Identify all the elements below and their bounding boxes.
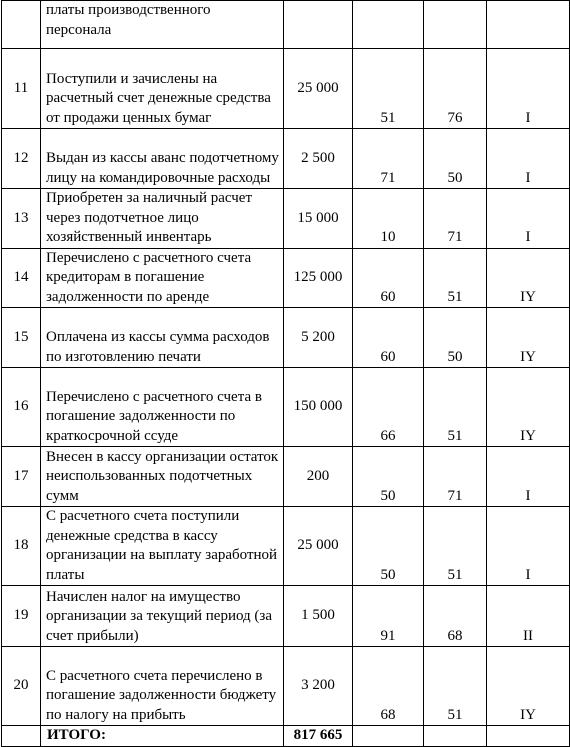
row-description: Перечислено с расчетного счета кредиторам в погашение задолженности по аренде	[41, 248, 284, 308]
row-group: I	[487, 129, 570, 189]
row-debit: 60	[353, 308, 424, 368]
total-group-cell	[487, 726, 570, 747]
row-description: Оплачена из кассы сумма расходов по изготовлению печати	[41, 308, 284, 368]
row-description: Перечислено с расчетного счета в погашение задолженности по краткосрочной ссуде	[41, 368, 284, 447]
row-description: платы производственного персонала	[41, 1, 284, 49]
row-number	[2, 1, 41, 49]
table-row	[2, 189, 570, 249]
row-credit: 50	[424, 129, 487, 189]
row-description: Внесен в кассу организации остаток неиспользованных подотчетных сумм	[41, 447, 284, 507]
row-number: 16	[2, 368, 41, 447]
row-credit: 50	[424, 308, 487, 368]
row-description: С расчетного счета перечислено в погашение задолженности бюджету по налогу на прибыть	[41, 647, 284, 726]
row-group: IY	[487, 308, 570, 368]
row-debit	[353, 1, 424, 49]
row-debit: 50	[353, 447, 424, 507]
row-number: 19	[2, 586, 41, 647]
row-credit: 51	[424, 507, 487, 586]
row-number: 12	[2, 129, 41, 189]
row-amount: 15 000	[284, 189, 353, 249]
row-debit: 66	[353, 368, 424, 447]
row-credit: 76	[424, 49, 487, 129]
row-amount	[284, 1, 353, 49]
total-row	[2, 726, 570, 747]
total-debit-cell	[353, 726, 424, 747]
row-number: 13	[2, 189, 41, 249]
row-amount: 125 000	[284, 248, 353, 308]
total-credit-cell	[424, 726, 487, 747]
table-row	[2, 447, 570, 507]
table-row	[2, 1, 570, 49]
row-credit: 51	[424, 248, 487, 308]
row-description: С расчетного счета поступили денежные средства в кассу организации на выплату заработной платы	[41, 507, 284, 586]
table-row	[2, 586, 570, 647]
row-amount: 25 000	[284, 49, 353, 129]
table-row	[2, 647, 570, 726]
row-description: Приобретен за наличный расчет через подотчетное лицо хозяйственный инвентарь	[41, 189, 284, 249]
row-number: 17	[2, 447, 41, 507]
row-number: 20	[2, 647, 41, 726]
row-group: I	[487, 507, 570, 586]
row-credit: 68	[424, 586, 487, 647]
row-description: Выдан из кассы аванс подотчетному лицу на командировочные расходы	[41, 129, 284, 189]
row-number: 15	[2, 308, 41, 368]
row-debit: 68	[353, 647, 424, 726]
row-group	[487, 1, 570, 49]
row-debit: 71	[353, 129, 424, 189]
row-number: 11	[2, 49, 41, 129]
row-credit: 51	[424, 368, 487, 447]
total-amount: 817 665	[284, 726, 353, 747]
table-row	[2, 308, 570, 368]
row-group: IY	[487, 248, 570, 308]
table-row	[2, 507, 570, 586]
row-group: I	[487, 447, 570, 507]
table-row	[2, 49, 570, 129]
row-group: I	[487, 49, 570, 129]
row-debit: 91	[353, 586, 424, 647]
row-group: IY	[487, 647, 570, 726]
row-amount: 3 200	[284, 647, 353, 726]
row-debit: 10	[353, 189, 424, 249]
row-description: Поступили и зачислены на расчетный счет денежные средства от продажи ценных бумаг	[41, 49, 284, 129]
row-group: IY	[487, 368, 570, 447]
operations-table	[1, 0, 570, 747]
total-number-cell	[2, 726, 41, 747]
row-credit: 71	[424, 447, 487, 507]
row-debit: 50	[353, 507, 424, 586]
row-amount: 1 500	[284, 586, 353, 647]
row-amount: 25 000	[284, 507, 353, 586]
table-row	[2, 248, 570, 308]
table-row	[2, 368, 570, 447]
row-credit: 71	[424, 189, 487, 249]
row-debit: 60	[353, 248, 424, 308]
row-number: 18	[2, 507, 41, 586]
row-credit	[424, 1, 487, 49]
total-label: ИТОГО:	[41, 726, 284, 747]
row-amount: 150 000	[284, 368, 353, 447]
row-amount: 5 200	[284, 308, 353, 368]
table-row	[2, 129, 570, 189]
row-number: 14	[2, 248, 41, 308]
row-debit: 51	[353, 49, 424, 129]
row-amount: 2 500	[284, 129, 353, 189]
row-group: I	[487, 189, 570, 249]
row-credit: 51	[424, 647, 487, 726]
row-amount: 200	[284, 447, 353, 507]
row-description: Начислен налог на имущество организации за текущий период (за счет прибыли)	[41, 586, 284, 647]
row-group: II	[487, 586, 570, 647]
